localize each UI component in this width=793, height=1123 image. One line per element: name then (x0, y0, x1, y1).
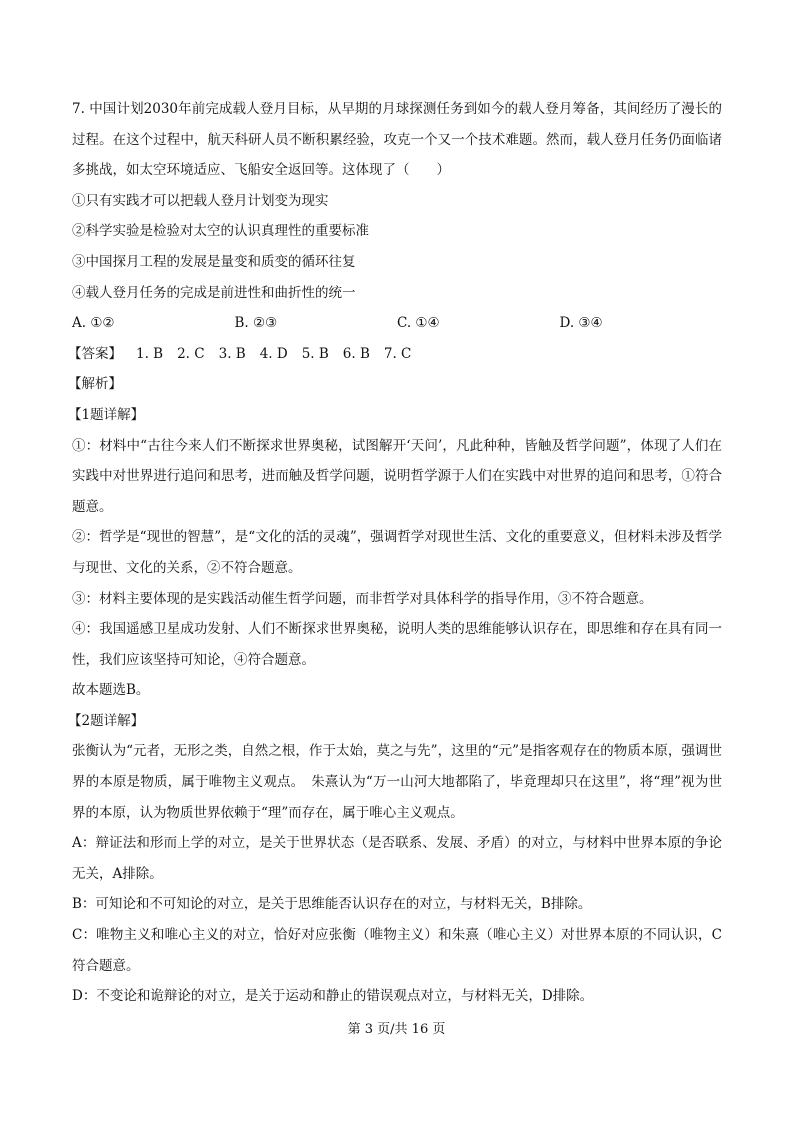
statement-1: ①只有实践才可以把载人登月计划变为现实 (72, 192, 329, 209)
answer-key (68, 339, 722, 370)
option-a: A. ①② (72, 315, 115, 332)
statement-3: ③中国探月工程的发展是量变和质变的循环往复 (72, 253, 356, 270)
explanation-paragraph: ②：哲学是“现世的智慧”，是“文化的活的灵魂”，强调哲学对现世生活、文化的重要意义，但材料未涉及哲学与现世、文化的关系，②不符合题意。 (72, 529, 722, 576)
question-stem: 7. 中国计划2030年前完成载人登月目标，从早期的月球探测任务到如今的载人登月筹备，其间经历了漫长的过程。在这个过程中，航天科研人员不断积累经验，攻克一个又一个技术难题。然而，载人登月任务仍面临诸多挑战，如太空环境适应、飞船安全返回等。这体现了（ ） (72, 101, 722, 179)
statement-4: ④载人登月任务的完成是前进性和曲折性的统一 (72, 284, 356, 301)
answer-item: 1. B (136, 345, 164, 362)
answer-options (72, 308, 722, 339)
explanation-paragraph: ③：材料主要体现的是实践活动催生哲学问题，而非哲学对具体科学的指导作用，③不符合题意。 (72, 590, 653, 607)
answer-item: 6. B (342, 345, 370, 362)
page-footer: 第 3 页/共 16 页 (347, 1022, 446, 1037)
option-d: D. ③④ (559, 315, 603, 332)
answer-label: 【答案】 (68, 345, 122, 362)
answer-item: 5. B (301, 345, 329, 362)
statement-2: ②科学实验是检验对太空的认识真理性的重要标准 (72, 223, 369, 240)
option-b: B. ②③ (234, 315, 278, 332)
explanation-paragraph: 张衡认为“元者，无形之类，自然之根，作于太始，莫之与先”，这里的“元”是指客观存在的物质本原，强调世界的本原是物质，属于唯物主义观点。 朱熹认为“万一山河大地都陷了，毕竟理却只在这里”，将“理”视为世界的本原，认为物质世界依赖于“理”而存在，属于唯心主义观点。 (72, 743, 722, 821)
section-title-2: 【2题详解】 (68, 712, 145, 729)
answer-item: 4. D (259, 345, 288, 362)
answer-item: 3. B (218, 345, 246, 362)
analysis-label: 【解析】 (68, 376, 122, 393)
section-title-1: 【1题详解】 (68, 406, 145, 423)
explanation-paragraph: B：可知论和不可知论的对立，是关于思维能否认识存在的对立，与材料无关，B排除。 (72, 896, 592, 913)
conclusion-text: 故本题选B。 (72, 682, 150, 699)
option-c: C. ①④ (397, 315, 440, 332)
explanation-paragraph: D：不变论和诡辩论的对立，是关于运动和静止的错误观点对立，与材料无关，D排除。 (72, 988, 594, 1005)
answer-item: 2. C (177, 345, 205, 362)
document-body (68, 94, 722, 1012)
explanation-paragraph: A：辩证法和形而上学的对立，是关于世界状态（是否联系、发展、矛盾）的对立，与材料中世界本原的争论无关，A排除。 (72, 835, 722, 882)
explanation-paragraph: C：唯物主义和唯心主义的对立，恰好对应张衡（唯物主义）和朱熹（唯心主义）对世界本原的不同认识，C符合题意。 (72, 927, 722, 974)
explanation-paragraph: ①：材料中“古往今来人们不断探求世界奥秘，试图解开‘天问’，凡此种种，皆触及哲学问题”，体现了人们在实践中对世界进行追问和思考，进而触及哲学问题，说明哲学源于人们在实践中对世界的追问和思考，①符合题意。 (72, 437, 722, 515)
answer-item: 7. C (383, 345, 412, 362)
explanation-paragraph: ④：我国遥感卫星成功发射、人们不断探求世界奥秘，说明人类的思维能够认识存在，即思维和存在具有同一性，我们应该坚持可知论，④符合题意。 (72, 621, 722, 668)
